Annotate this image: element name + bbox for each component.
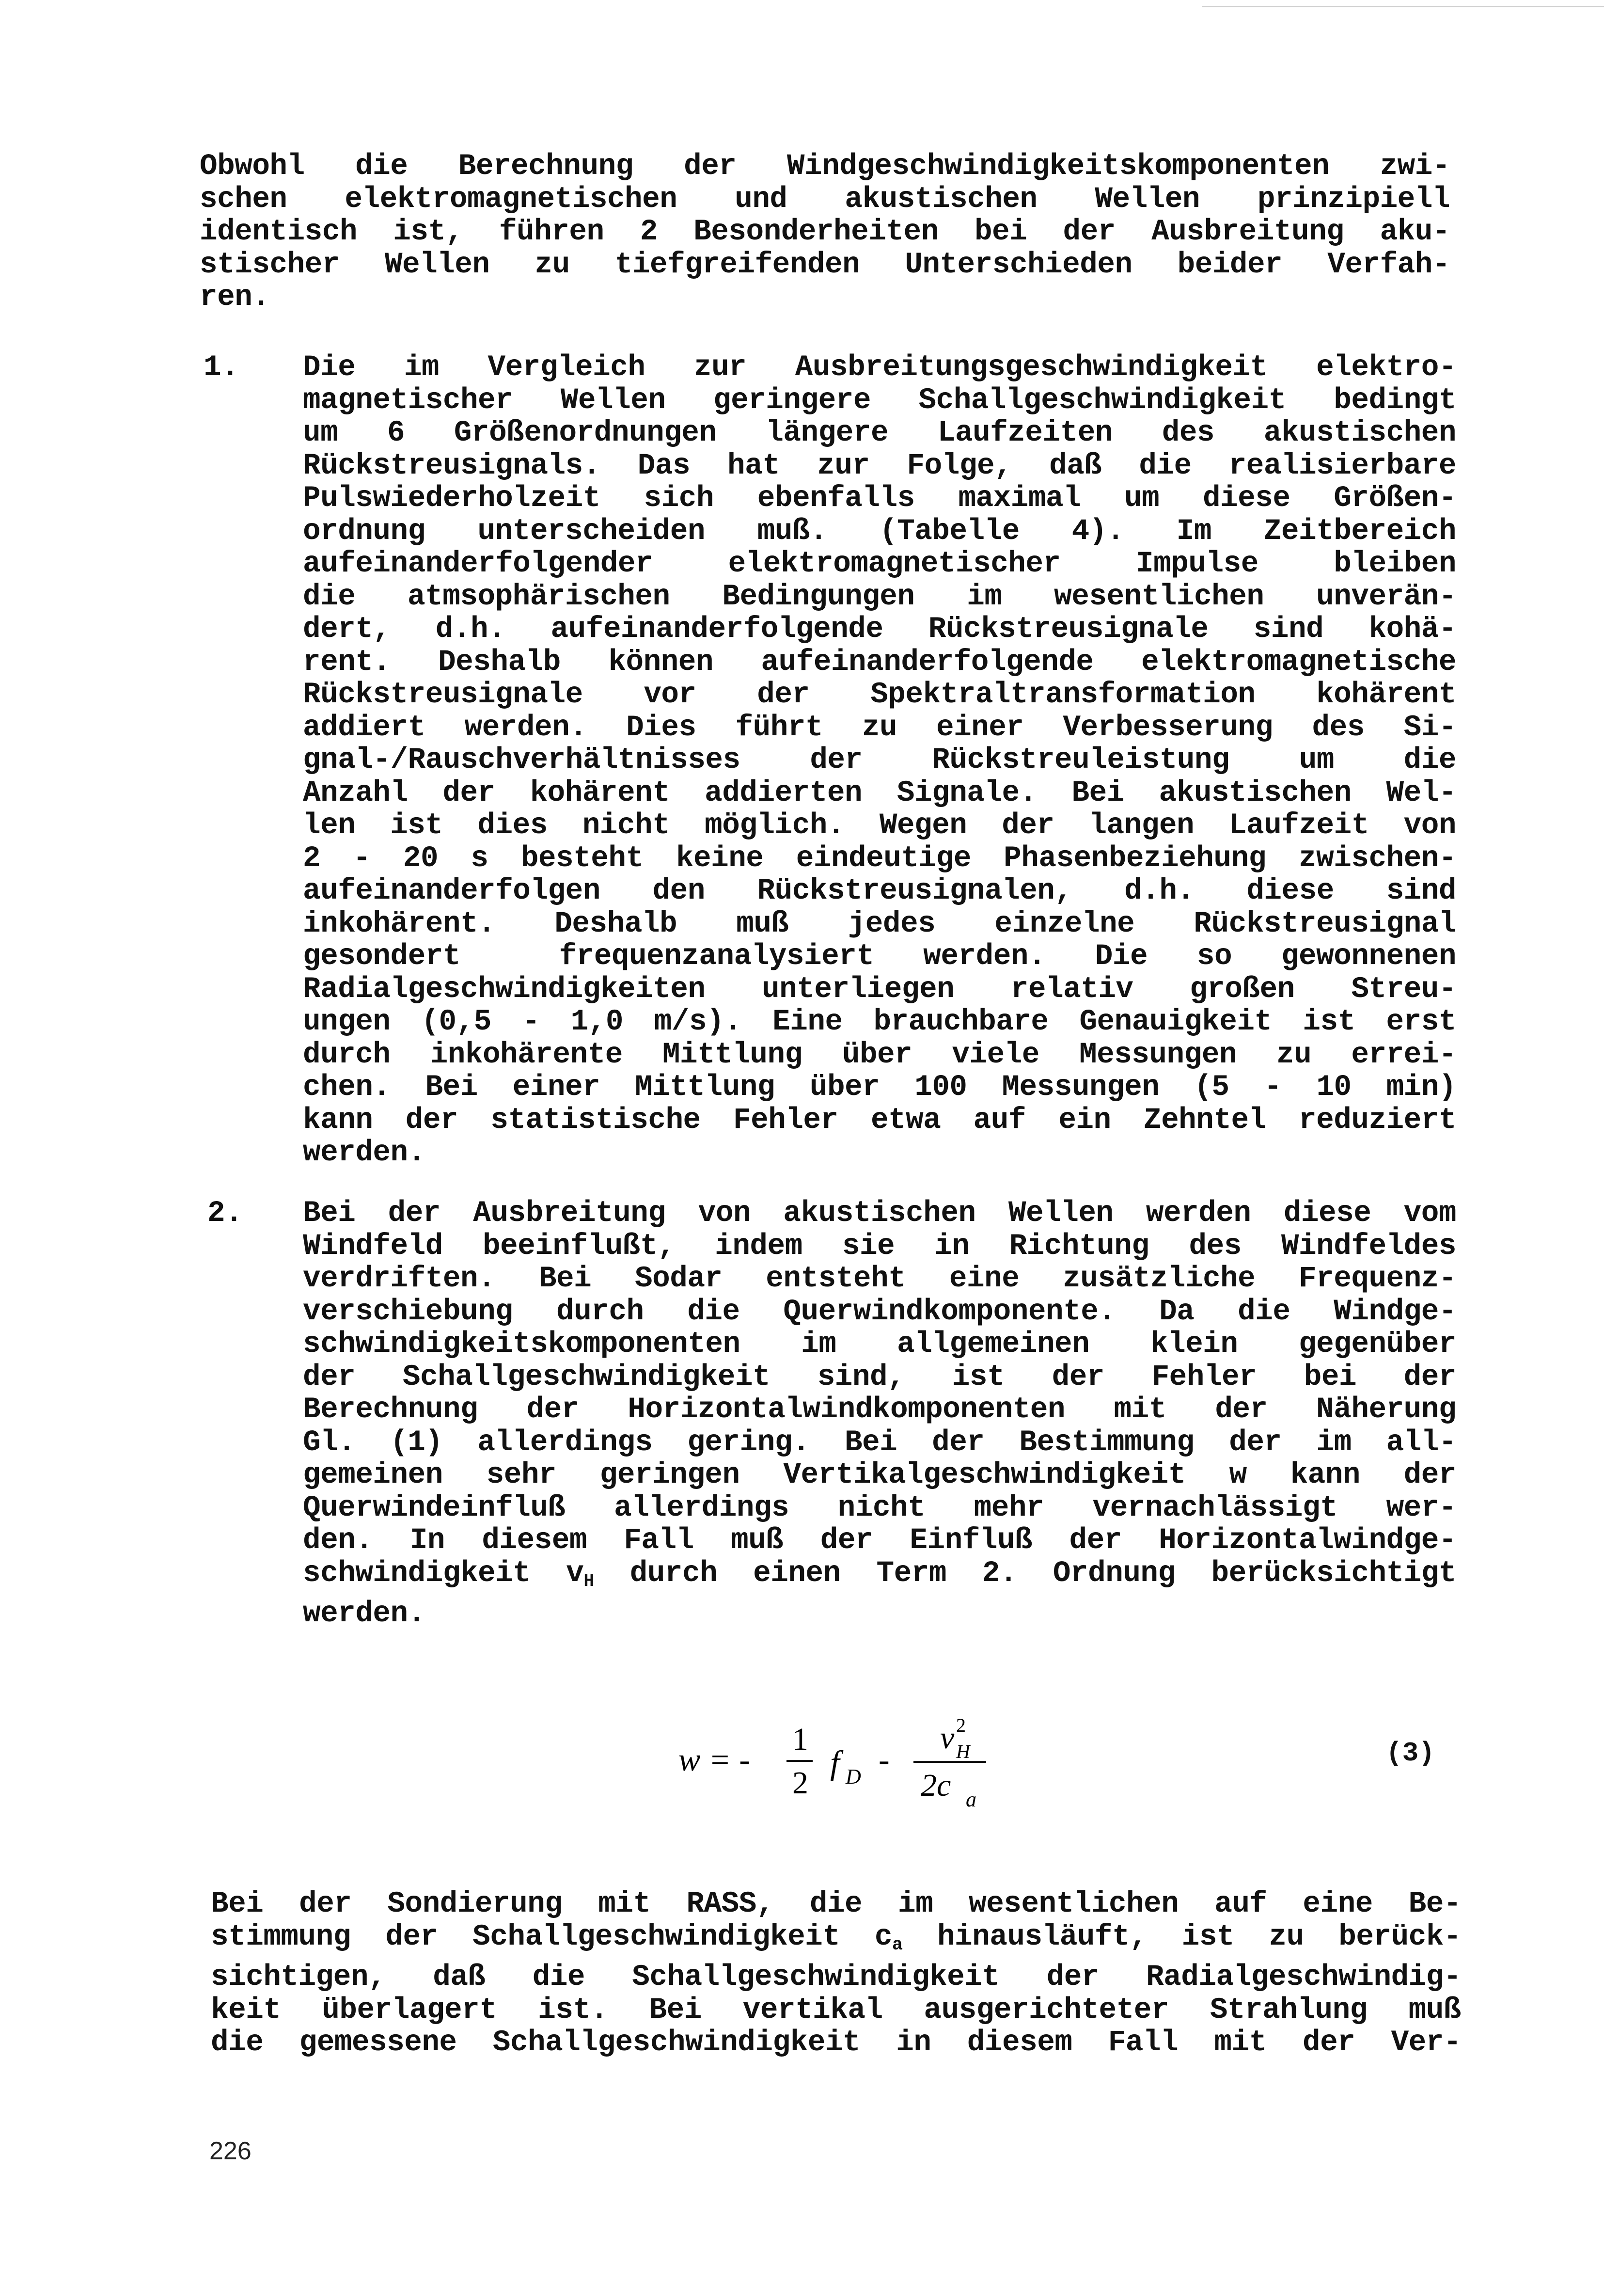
text-line: durch inkohärente Mittlung über viele Messungen zu errei- xyxy=(303,1038,1456,1072)
text-line: schwindigkeit $v_H$ durch einen Term 2. Ordnung berücksichtigt xyxy=(303,1556,1457,1591)
list-item-1-text xyxy=(303,351,1456,1170)
text-line: len ist dies nicht möglich. Wegen der langen Laufzeit von xyxy=(303,809,1456,842)
text-line: keit überlagert ist. Bei vertikal ausgerichteter Strahlung muß xyxy=(211,1993,1461,2027)
text-line: die atmsophärischen Bedingungen im wesentlichen unverän- xyxy=(303,580,1456,614)
fraction-1-numerator: 1 xyxy=(792,1722,808,1757)
equation-minus: - xyxy=(879,1741,890,1778)
text-line: Bei der Ausbreitung von akustischen Wellen werden diese vom xyxy=(303,1197,1456,1230)
text-line: stimmung der Schallgeschwindigkeit $c_a$ hinausläuft, ist zu berück- xyxy=(211,1920,1461,1955)
closing-paragraph xyxy=(211,1888,1461,2059)
text-line: Gl. (1) allerdings gering. Bei der Bestimmung der im all- xyxy=(303,1425,1456,1459)
equation-lhs: w = - xyxy=(678,1741,750,1778)
page-number: 226 xyxy=(209,2137,252,2165)
list-number-1: 1. xyxy=(204,351,239,384)
text-line: rent. Deshalb können aufeinanderfolgende elektromagnetische xyxy=(303,645,1456,679)
intro-paragraph xyxy=(200,150,1450,314)
text-line: Pulswiederholzeit sich ebenfalls maximal um diese Größen- xyxy=(303,482,1456,515)
text-line: ren. xyxy=(200,281,270,314)
fraction-2-denominator-subscript: a xyxy=(966,1788,976,1811)
list-item-2-text xyxy=(303,1197,1456,1631)
text-line: die gemessene Schallgeschwindigkeit in diesem Fall mit der Ver- xyxy=(211,2026,1461,2060)
text-line: Obwohl die Berechnung der Windgeschwindigkeitskomponenten zwi- xyxy=(200,150,1450,183)
equation-number: (3) xyxy=(1386,1738,1435,1769)
text-line: werden. xyxy=(303,1597,425,1631)
text-line: Windfeld beeinflußt, indem sie in Richtung des Windfeldes xyxy=(303,1229,1456,1263)
text-line: Rückstreusignals. Das hat zur Folge, daß die realisierbare xyxy=(303,449,1456,483)
text-line: gnal-/Rauschverhältnisses der Rückstreuleistung um die xyxy=(303,744,1456,777)
list-number-2: 2. xyxy=(207,1197,243,1230)
text-line: der Schallgeschwindigkeit sind, ist der Fehler bei der xyxy=(303,1360,1456,1394)
fraction-2-numerator: v xyxy=(940,1720,955,1756)
text-line: ordnung unterscheiden muß. (Tabelle 4). Im Zeitbereich xyxy=(303,514,1456,548)
text-line: werden. xyxy=(303,1136,425,1170)
equation-3 xyxy=(676,1713,1015,1818)
text-line: aufeinanderfolgender elektromagnetischer Impulse bleiben xyxy=(303,547,1456,581)
text-line: chen. Bei einer Mittlung über 100 Messungen (5 - 10 min) xyxy=(303,1071,1456,1104)
text-line: inkohärent. Deshalb muß jedes einzelne Rückstreusignal xyxy=(303,907,1456,941)
text-line: dert, d.h. aufeinanderfolgende Rückstreusignale sind kohä- xyxy=(303,613,1456,646)
text-line: Rückstreusignale vor der Spektraltransformation kohärent xyxy=(303,678,1456,712)
text-line: Berechnung der Horizontalwindkomponenten mit der Näherung xyxy=(303,1393,1456,1426)
fraction-2-denominator: 2c xyxy=(921,1768,951,1803)
text-line: Querwindeinfluß allerdings nicht mehr vernachlässigt wer- xyxy=(303,1491,1456,1525)
text-line: verschiebung durch die Querwindkomponente. Da die Windge- xyxy=(303,1295,1456,1329)
text-line: Die im Vergleich zur Ausbreitungsgeschwindigkeit elektro- xyxy=(303,351,1456,384)
text-line: den. In diesem Fall muß der Einfluß der Horizontalwindge- xyxy=(303,1524,1456,1557)
text-line: Anzahl der kohärent addierten Signale. Bei akustischen Wel- xyxy=(303,776,1456,810)
text-line: um 6 Größenordnungen längere Laufzeiten des akustischen xyxy=(303,416,1456,450)
scan-edge-line xyxy=(1202,6,1604,7)
fraction-2-numerator-superscript: 2 xyxy=(956,1714,966,1736)
text-line: identisch ist, führen 2 Besonderheiten bei der Ausbreitung aku- xyxy=(200,215,1450,249)
text-line: ungen (0,5 - 1,0 m/s). Eine brauchbare Genauigkeit ist erst xyxy=(303,1005,1456,1039)
text-line: Radialgeschwindigkeiten unterliegen relativ großen Streu- xyxy=(303,972,1456,1006)
text-line: stischer Wellen zu tiefgreifenden Unterschieden beider Verfah- xyxy=(200,248,1450,282)
text-line: addiert werden. Dies führt zu einer Verbesserung des Si- xyxy=(303,711,1456,744)
text-line: verdriften. Bei Sodar entsteht eine zusätzliche Frequenz- xyxy=(303,1262,1456,1296)
text-line: 2 - 20 s besteht keine eindeutige Phasenbeziehung zwischen- xyxy=(303,841,1456,875)
equation-f: f xyxy=(830,1744,840,1782)
text-line: kann der statistische Fehler etwa auf ein Zehntel reduziert xyxy=(303,1103,1456,1137)
text-line: magnetischer Wellen geringere Schallgeschwindigkeit bedingt xyxy=(303,383,1456,417)
text-line: gesondert frequenzanalysiert werden. Die so gewonnenen xyxy=(303,940,1456,973)
equation-f-subscript: D xyxy=(846,1765,861,1789)
text-line: schwindigkeitskomponenten im allgemeinen klein gegenüber xyxy=(303,1328,1456,1361)
fraction-1-denominator: 2 xyxy=(792,1765,808,1801)
text-line: schen elektromagnetischen und akustischen Wellen prinzipiell xyxy=(200,182,1450,216)
text-line: aufeinanderfolgen den Rückstreusignalen, d.h. diese sind xyxy=(303,874,1456,908)
text-line: Bei der Sondierung mit RASS, die im wesentlichen auf eine Be- xyxy=(211,1887,1461,1921)
fraction-2-numerator-subscript: H xyxy=(956,1741,970,1762)
text-line: gemeinen sehr geringen Vertikalgeschwindigkeit w kann der xyxy=(303,1458,1456,1492)
text-line: sichtigen, daß die Schallgeschwindigkeit der Radialgeschwindig- xyxy=(211,1961,1461,1995)
